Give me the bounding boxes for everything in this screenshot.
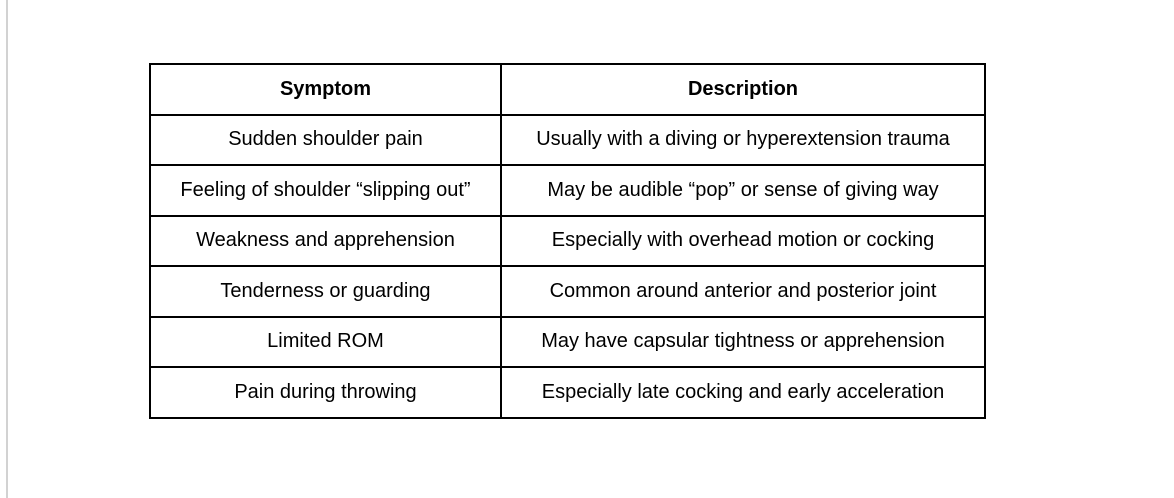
header-row — [150, 64, 985, 115]
table-row — [150, 165, 985, 216]
table-row — [150, 216, 985, 267]
symptom-cell: Weakness and apprehension — [150, 216, 501, 267]
table-header — [150, 64, 985, 115]
left-border-line — [6, 0, 8, 498]
description-cell: May be audible “pop” or sense of giving way — [501, 165, 985, 216]
description-cell: Especially with overhead motion or cocking — [501, 216, 985, 267]
symptom-table — [149, 63, 986, 419]
table-row — [150, 367, 985, 418]
table-row — [150, 115, 985, 166]
symptom-cell: Pain during throwing — [150, 367, 501, 418]
description-cell: Common around anterior and posterior joint — [501, 266, 985, 317]
description-cell: Especially late cocking and early acceleration — [501, 367, 985, 418]
symptom-cell: Feeling of shoulder “slipping out” — [150, 165, 501, 216]
table-row — [150, 317, 985, 368]
description-cell: Usually with a diving or hyperextension trauma — [501, 115, 985, 166]
header-description: Description — [501, 64, 985, 115]
symptom-cell: Sudden shoulder pain — [150, 115, 501, 166]
symptom-cell: Limited ROM — [150, 317, 501, 368]
table-row — [150, 266, 985, 317]
symptom-cell: Tenderness or guarding — [150, 266, 501, 317]
header-symptom: Symptom — [150, 64, 501, 115]
table-body — [150, 115, 985, 418]
description-cell: May have capsular tightness or apprehension — [501, 317, 985, 368]
